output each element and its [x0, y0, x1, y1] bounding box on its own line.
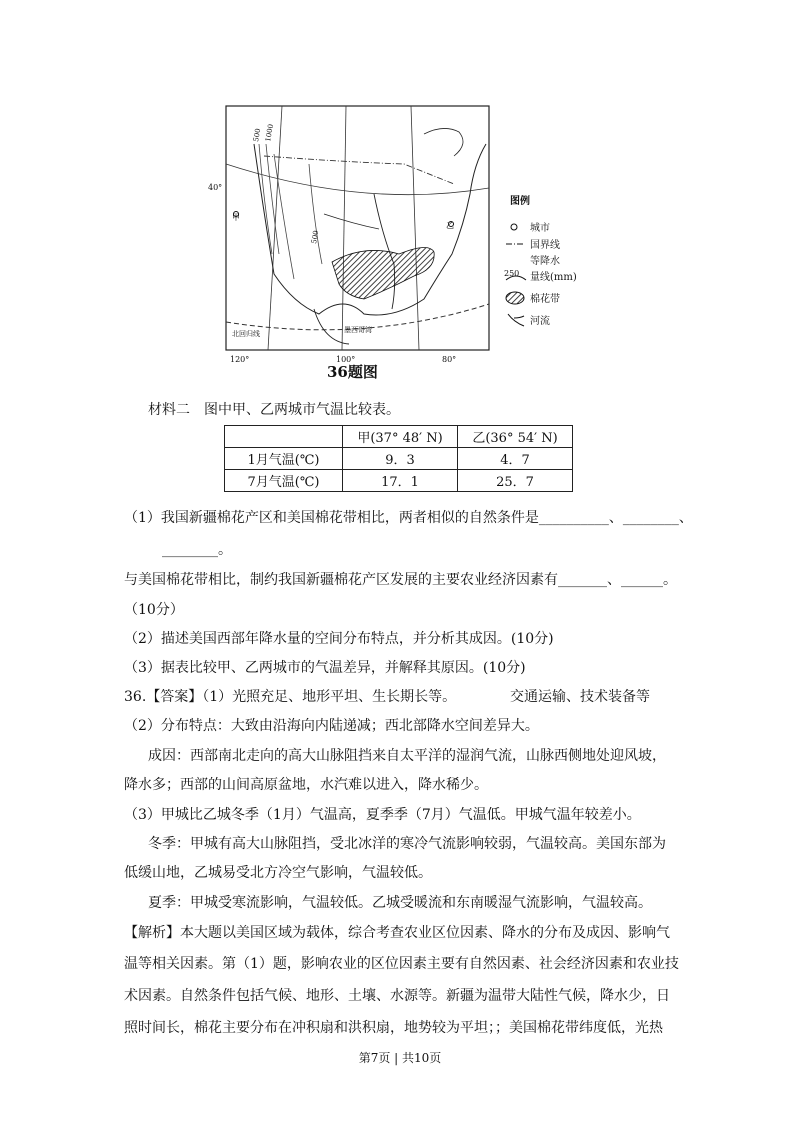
analysis-line-2: 温等相关因素。第（1）题，影响农业的区位因素主要有自然因素、社会经济因素和农业技: [124, 956, 679, 972]
analysis-line-4: 照时间长，棉花主要分布在冲积扇和洪积扇，地势较为平坦；；美国棉花带纬度低，光热: [124, 1020, 663, 1036]
answer-3-winter-2: 低缓山地，乙城易受北方冷空气影响，气温较低。: [124, 865, 432, 881]
legend-isohyet-label-1: 等降水: [530, 256, 560, 267]
page-footer: 第7页 | 共10页: [358, 1051, 442, 1065]
legend-title: 图例: [510, 196, 530, 207]
cotton-belt: [332, 247, 434, 299]
legend-border-label: 国界线: [530, 240, 560, 251]
table-cell: 4．7: [458, 448, 573, 470]
legend-river-icon: [508, 314, 524, 326]
national-border: [264, 156, 454, 184]
table-cell: 9．3: [343, 448, 458, 470]
table-header-cell: 乙(36° 54′ N): [458, 426, 573, 448]
lon100-label: 100°: [336, 355, 356, 364]
question-2: （2）描述美国西部年降水量的空间分布特点，并分析其成因。(10分): [124, 631, 554, 647]
answer-3-winter-1: 冬季：甲城有高大山脉阻挡，受北冰洋的寒冷气流影响较弱，气温较高。美国东部为: [148, 836, 666, 852]
legend-cotton-icon: [506, 292, 524, 304]
question-1-line-1: （1）我国新疆棉花产区和美国棉花带相比，两者相似的自然条件是__________、________、: [124, 510, 693, 526]
legend-river-label: 河流: [530, 316, 550, 327]
meridian-80: [411, 106, 419, 350]
isohyet-500b-label: 500: [310, 229, 321, 245]
isohyet-1: [259, 144, 272, 254]
isohyet-3: [274, 154, 294, 279]
parallel-40: [226, 164, 489, 195]
lat40-label: 40°: [208, 183, 223, 192]
table-header-row: [225, 426, 573, 448]
answer-2-cause-2: 降水多；西部的山间高原盆地，水汽难以进入，降水稀少。: [124, 777, 488, 793]
table-header-cell: 甲(37° 48′ N): [343, 426, 458, 448]
gulf-label: 墨西哥湾: [344, 326, 372, 334]
question-1-line-3: 与美国棉花带相比，制约我国新疆棉花产区发展的主要农业经济因素有_______、______。: [124, 572, 677, 588]
answer-3-summer: 夏季：甲城受寒流影响，气温较低。乙城受暖流和东南暖湿气流影响，气温较高。: [148, 895, 652, 911]
meridian-100: [342, 106, 346, 350]
map-caption: 36题图: [327, 363, 378, 381]
legend-city-label: 城市: [530, 223, 550, 234]
us-map: [208, 104, 624, 364]
answer-3: （3）甲城比乙城冬季（1月）气温高，夏季季（7月）气温低。甲城气温年较差小。: [124, 807, 641, 823]
answer-1-prefix: 36.【答案】（1）光照充足、地形平坦、生长期长等。: [124, 689, 457, 705]
river-branch: [324, 214, 379, 229]
table-row: [225, 470, 573, 492]
table-cell: 7月气温(℃): [225, 470, 343, 492]
material-two-label: 材料二 图中甲、乙两城市气温比较表。: [148, 402, 400, 418]
tropic-label: 北回归线: [232, 330, 260, 338]
table-header-cell: [225, 426, 343, 448]
analysis-line-3: 术因素。自然条件包括气候、地形、土壤、水源等。新疆为温带大陆性气候，降水少，日: [124, 988, 670, 1004]
lon80-label: 80°: [442, 355, 457, 364]
question-1-score: （10分）: [124, 602, 184, 618]
legend-cotton-label: 棉花带: [530, 294, 560, 305]
answer-2-cause-1: 成因：西部南北走向的高大山脉阻挡来自太平洋的湿润气流，山脉西侧地处迎风坡，: [148, 748, 666, 764]
isohyet-500a-label: 500: [252, 127, 263, 143]
question-3: （3）据表比较甲、乙两城市的气温差异，并解释其原因。(10分): [124, 660, 526, 676]
legend-isohyet-label-2: 量线(mm): [530, 272, 577, 283]
temperature-table: [224, 425, 573, 492]
answer-1-suffix: 交通运输、技术装备等: [510, 689, 650, 705]
table-cell: 17．1: [343, 470, 458, 492]
answer-2-feature: （2）分布特点：大致由沿海向内陆递减；西北部降水空间差异大。: [124, 718, 539, 734]
table-cell: 1月气温(℃): [225, 448, 343, 470]
us-map-figure: [208, 104, 624, 364]
yi-label: 乙: [446, 221, 454, 230]
isohyet-4: [309, 164, 322, 264]
analysis-line-1: 【解析】本大题以美国区域为载体，综合考查农业区位因素、降水的分布及成因、影响气: [124, 925, 670, 941]
table-row: [225, 448, 573, 470]
lon120-label: 120°: [230, 355, 250, 364]
jia-label: 甲: [232, 213, 240, 222]
table-cell: 25．7: [458, 470, 573, 492]
legend-city-icon: [511, 224, 517, 230]
great-lakes: [424, 128, 463, 156]
isohyet-1000-label: 1000: [264, 123, 276, 143]
legend-isohyet-value: 250: [504, 269, 520, 278]
question-1-line-2: ________。: [162, 542, 232, 558]
